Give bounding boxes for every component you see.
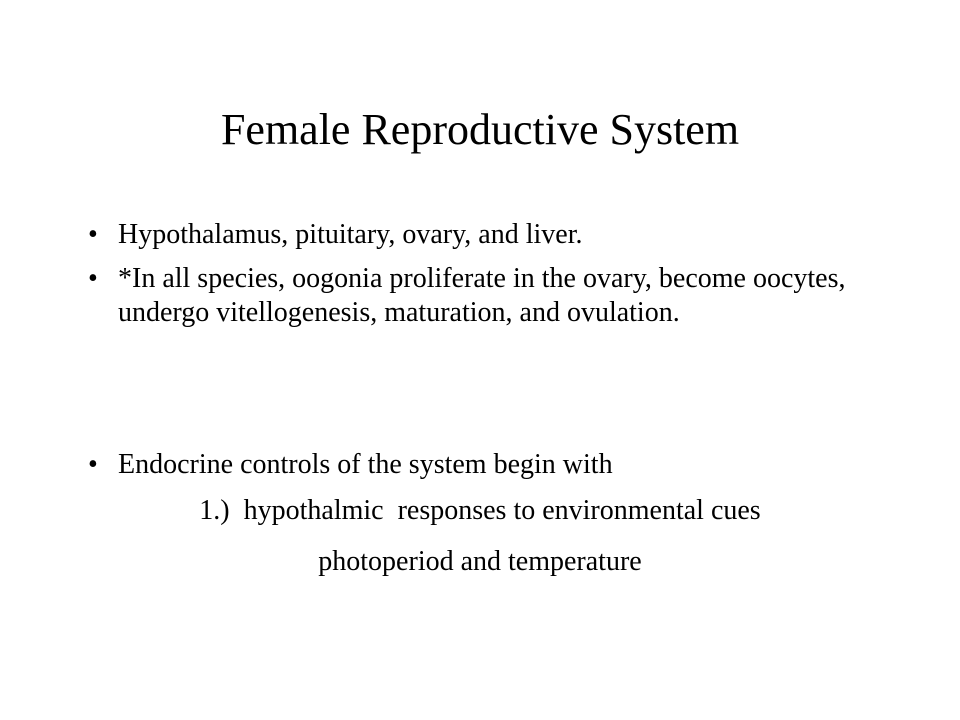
sub-line-cues: 1.) hypothalmic responses to environmental cues [199,495,761,526]
bullet-marker: • [88,449,98,480]
bullet-item [88,262,888,330]
bullet-text: Endocrine controls of the system begin with [118,449,613,480]
bullet-text: Hypothalamus, pituitary, ovary, and liver. [118,219,583,250]
bullet-item [88,218,888,252]
bullet-text: *In all species, oogonia proliferate in the ovary, become oocytes, undergo vitellogenesis, maturation, and ovulation. [118,263,846,328]
sub-line-photoperiod: photoperiod and temperature [318,546,642,577]
bullet-item [88,448,888,482]
bullet-marker: • [88,219,98,250]
slide-title: Female Reproductive System [220,105,740,154]
bullet-marker: • [88,263,98,294]
